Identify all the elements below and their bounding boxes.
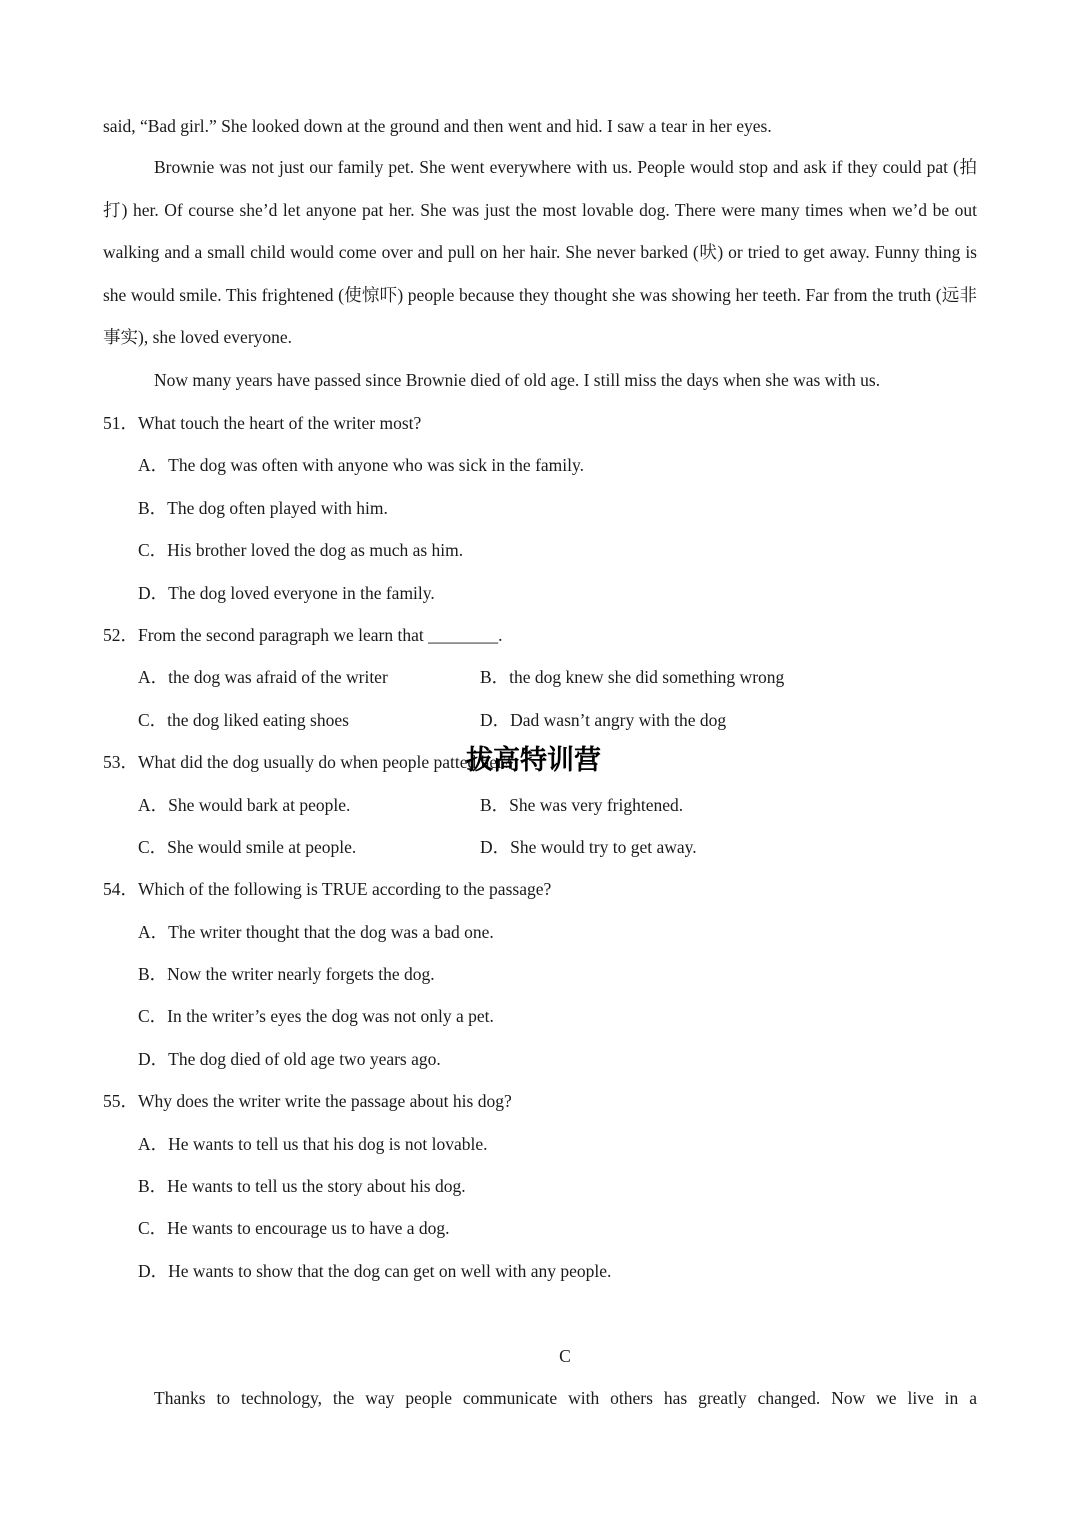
question-53-option-a: A．She would bark at people. xyxy=(138,795,351,815)
passage-line-top: said, “Bad girl.” She looked down at the ground and then went and hid. I saw a tear in her eyes. xyxy=(103,116,772,136)
question-51-stem: 51．What touch the heart of the writer most? xyxy=(103,413,422,433)
section-c-heading: C xyxy=(559,1346,571,1366)
question-55-option-a: A．He wants to tell us that his dog is not lovable. xyxy=(138,1134,488,1154)
paragraph-text: Brownie was not just our family pet. She went everywhere with us. People would stop and ask if they could pat (拍打) her. Of course she’d let anyone pat her. She was just the most lovable dog. There were many times when we’d be out walking and a small child would come over and pull on her hair. She never barked (吠) or tried to get away. Funny thing is she would smile. This frightened (使惊吓) people because they thought she was showing her teeth. Far from the truth (远非事实), she loved everyone. xyxy=(103,157,977,347)
question-55-option-c: C．He wants to encourage us to have a dog. xyxy=(138,1218,450,1238)
watermark-text: 拔高特训营 xyxy=(466,745,601,776)
question-54-stem: 54．Which of the following is TRUE according to the passage? xyxy=(103,879,552,899)
question-53-option-c: C．She would smile at people. xyxy=(138,837,357,857)
question-51-option-b: B．The dog often played with him. xyxy=(138,498,388,518)
question-52-option-b: B．the dog knew she did something wrong xyxy=(480,667,785,687)
question-52-option-c: C．the dog liked eating shoes xyxy=(138,710,349,730)
question-52-option-d: D．Dad wasn’t angry with the dog xyxy=(480,710,727,730)
passage-paragraph-3: Now many years have passed since Brownie died of old age. I still miss the days when she was with us. xyxy=(154,370,881,390)
question-55-stem: 55．Why does the writer write the passage about his dog? xyxy=(103,1091,512,1111)
question-51-option-a: A．The dog was often with anyone who was sick in the family. xyxy=(138,455,584,475)
question-52-stem: 52．From the second paragraph we learn that ________. xyxy=(103,625,503,645)
question-54-option-b: B．Now the writer nearly forgets the dog. xyxy=(138,964,435,984)
question-52-option-a: A．the dog was afraid of the writer xyxy=(138,667,388,687)
section-c-first-line-text: Thanks to technology, the way people communicate with others has greatly changed. Now we live in a xyxy=(154,1388,977,1408)
question-55-option-b: B．He wants to tell us the story about his dog. xyxy=(138,1176,466,1196)
question-51-option-d: D．The dog loved everyone in the family. xyxy=(138,583,435,603)
question-53-option-b: B．She was very frightened. xyxy=(480,795,684,815)
question-55-option-d: D．He wants to show that the dog can get on well with any people. xyxy=(138,1261,612,1281)
question-53-option-d: D．She would try to get away. xyxy=(480,837,697,857)
question-54-option-a: A．The writer thought that the dog was a bad one. xyxy=(138,922,494,942)
passage-paragraph-2 xyxy=(103,146,977,359)
question-54-option-d: D．The dog died of old age two years ago. xyxy=(138,1049,441,1069)
question-51-option-c: C．His brother loved the dog as much as him. xyxy=(138,540,464,560)
section-c-first-line xyxy=(154,1386,977,1410)
question-54-option-c: C．In the writer’s eyes the dog was not only a pet. xyxy=(138,1006,494,1026)
question-53-stem: 53．What did the dog usually do when people patted her? xyxy=(103,752,511,772)
